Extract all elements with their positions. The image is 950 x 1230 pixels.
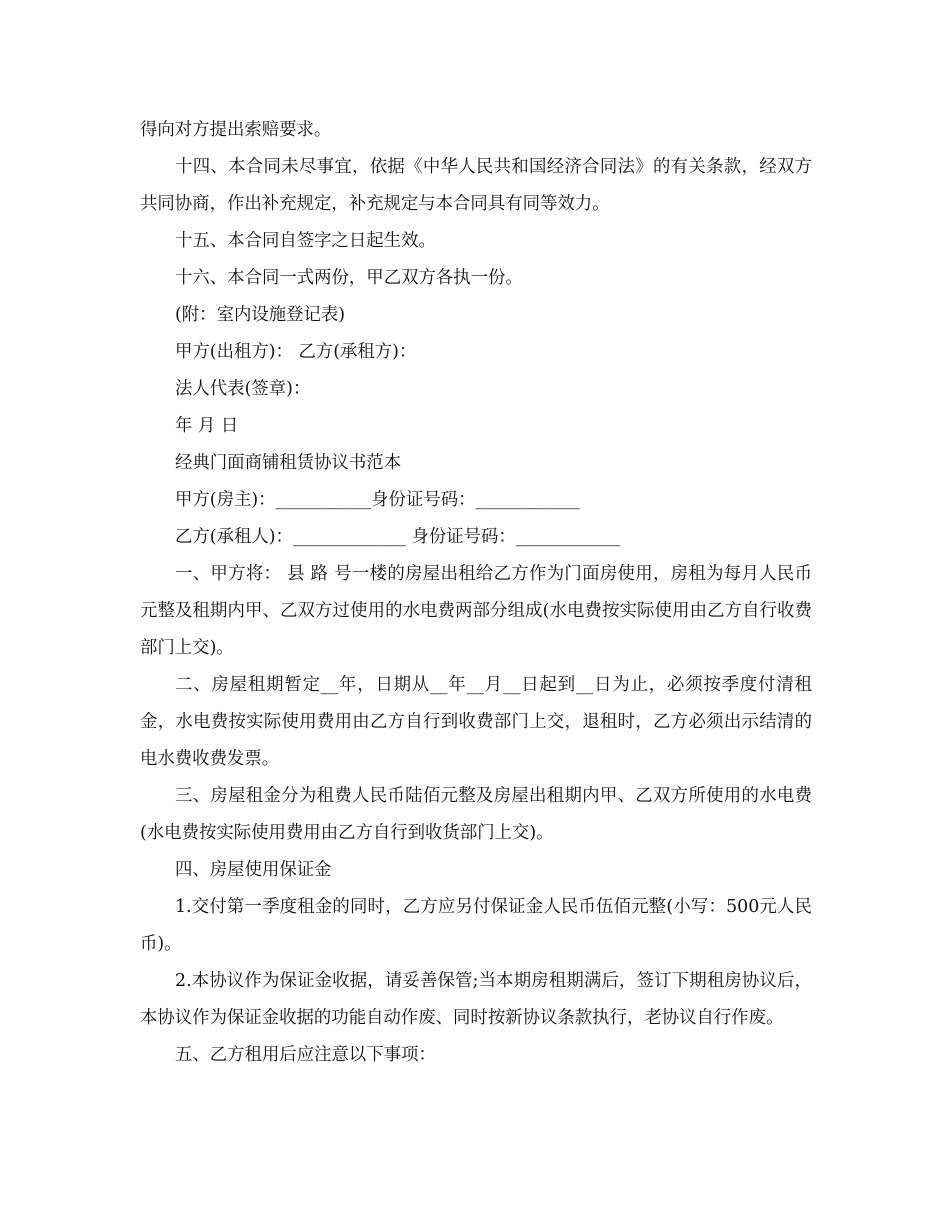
paragraph-clause-14: 十四、本合同未尽事宜，依据《中华人民共和国经济合同法》的有关条款，经双方共同协商，作出补充规定，补充规定与本合同具有同等效力。 (140, 157, 812, 214)
paragraph-clause-15: 十五、本合同自签字之日起生效。 (175, 231, 436, 251)
party-b-line: 乙方(承租人)：_____________ 身份证号码：____________ (175, 527, 621, 547)
paragraph-clause-16: 十六、本合同一式两份，甲乙双方各执一份。 (175, 268, 523, 288)
party-a-line: 甲方(房主)：___________身份证号码：____________ (175, 490, 580, 510)
date-line: 年 月 日 (175, 416, 239, 436)
section-title: 经典门面商铺租赁协议书范本 (175, 453, 402, 473)
paragraph-article-4-item-1: 1.交付第一季度租金的同时，乙方应另付保证金人民币伍佰元整(小写：500元人民币)。 (140, 897, 812, 954)
paragraph-claim-continuation: 得向对方提出索赔要求。 (140, 120, 332, 140)
document-body (140, 112, 818, 1074)
paragraph-article-5-heading: 五、乙方租用后应注意以下事项： (175, 1045, 436, 1065)
paragraph-article-4-heading: 四、房屋使用保证金 (175, 860, 332, 880)
paragraph-attachment-note: (附：室内设施登记表) (175, 305, 346, 325)
signature-parties-line: 甲方(出租方)： 乙方(承租方)： (175, 342, 417, 362)
paragraph-article-1: 一、甲方将： 县 路 号一楼的房屋出租给乙方作为门面房使用，房租为每月人民币 元整及租期内甲、乙双方过使用的水电费两部分组成(水电费按实际使用由乙方自行收费部门上交)。 (140, 564, 818, 658)
paragraph-article-4-item-2: 2.本协议作为保证金收据，请妥善保管;当本期房租期满后，签订下期租房协议后，本协议作为保证金收据的功能自动作废、同时按新协议条款执行，老协议自行作废。 (140, 971, 812, 1028)
paragraph-article-2: 二、房屋租期暂定__年，日期从__年__月__日起到__日为止，必须按季度付清租金，水电费按实际使用费用由乙方自行到收费部门上交，退租时，乙方必须出示结清的电水费收费发票。 (140, 675, 812, 769)
paragraph-article-3: 三、房屋租金分为租费人民币陆佰元整及房屋出租期内甲、乙双方所使用的水电费(水电费按实际使用费用由乙方自行到收货部门上交)。 (140, 786, 812, 843)
legal-representative-line: 法人代表(签章)： (175, 379, 311, 399)
